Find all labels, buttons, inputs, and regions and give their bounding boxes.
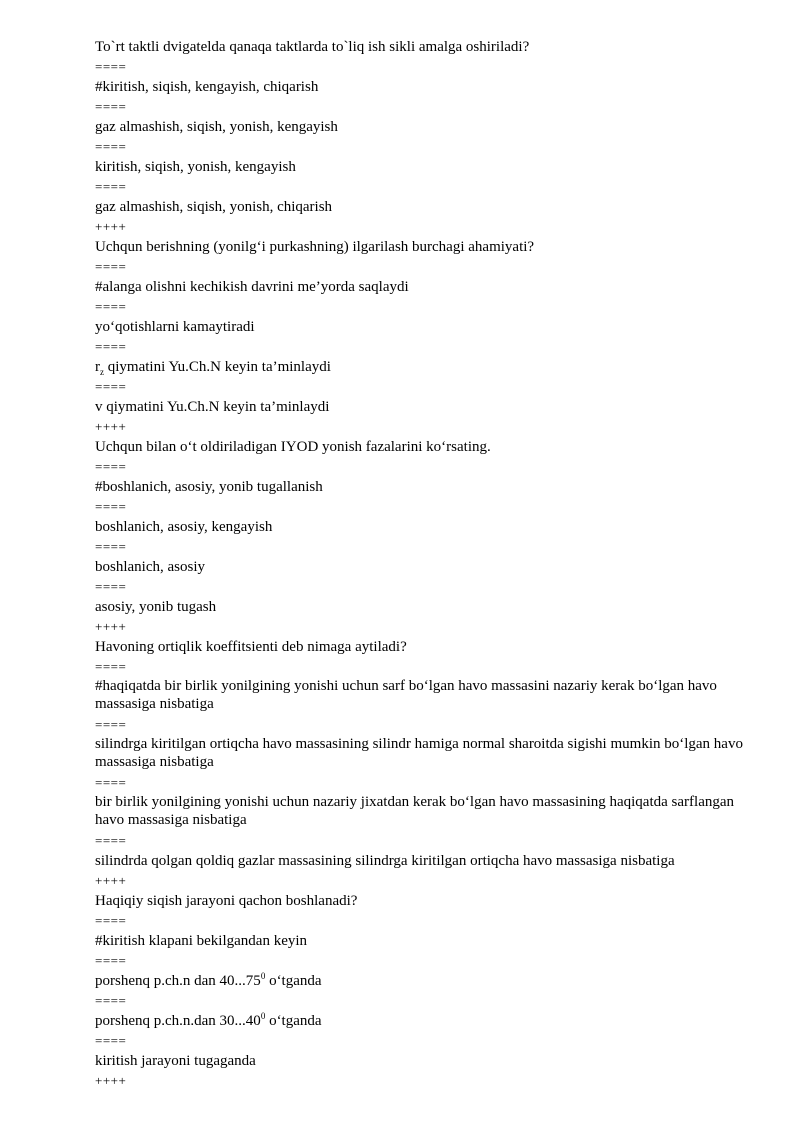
question-text: Uchqun bilan o‘t oldiriladigan IYOD yonish fazalarini ko‘rsating.: [95, 439, 491, 455]
option-text-part: porshenq p.ch.n dan 40...75: [95, 973, 261, 989]
answer-option: [95, 1011, 745, 1031]
option-separator: ====: [95, 913, 127, 928]
option-text-part: qiymatini Yu.Ch.N keyin ta’minlaydi: [104, 359, 331, 375]
answer-option: kiritish, siqish, yonish, kengayish: [95, 159, 296, 175]
answer-option: #kiritish klapani bekilgandan keyin: [95, 933, 308, 949]
answer-option: kiritish jarayoni tugaganda: [95, 1053, 256, 1069]
answer-option: #haqiqatda bir birlik yonilgining yonishi uchun sarf bo‘lgan havo massasini nazariy kerak bo‘lgan havo massasiga nisbatiga: [95, 678, 717, 712]
option-separator: ====: [95, 717, 127, 732]
option-separator: ====: [95, 379, 127, 394]
answer-option: asosiy, yonib tugash: [95, 599, 217, 615]
option-separator: ====: [95, 659, 127, 674]
option-text-part: o‘tganda: [265, 973, 322, 989]
answer-option: silindrda qolgan qoldiq gazlar massasining silindrga kiritilgan ortiqcha havo massasiga nisbatiga: [95, 853, 675, 869]
question-end-separator: ++++: [95, 619, 127, 634]
question-block: [95, 891, 745, 1091]
question-end-separator: ++++: [95, 1073, 127, 1088]
question-block: [95, 37, 745, 237]
option-separator: ====: [95, 459, 127, 474]
question-end-separator: ++++: [95, 219, 127, 234]
test-document: [95, 37, 745, 1091]
option-text-part: o‘tganda: [265, 1013, 322, 1029]
question-block: [95, 637, 745, 891]
option-separator: ====: [95, 499, 127, 514]
answer-option: boshlanich, asosiy, kengayish: [95, 519, 273, 535]
option-separator: ====: [95, 1033, 127, 1048]
option-separator: ====: [95, 539, 127, 554]
question-text: Haqiqiy siqish jarayoni qachon boshlanadi?: [95, 893, 358, 909]
answer-option: gaz almashish, siqish, yonish, kengayish: [95, 119, 338, 135]
answer-option: #kiritish, siqish, kengayish, chiqarish: [95, 79, 319, 95]
option-separator: ====: [95, 299, 127, 314]
answer-option: [95, 971, 745, 991]
option-separator: ====: [95, 993, 127, 1008]
option-separator: ====: [95, 953, 127, 968]
answer-option: [95, 357, 745, 377]
answer-option: yo‘qotishlarni kamaytiradi: [95, 319, 255, 335]
question-text: Havoning ortiqlik koeffitsienti deb nimaga aytiladi?: [95, 639, 407, 655]
question-block: [95, 437, 745, 637]
option-separator: ====: [95, 179, 127, 194]
question-end-separator: ++++: [95, 873, 127, 888]
superscript: 0: [260, 1011, 266, 1021]
answer-option: #boshlanich, asosiy, yonib tugallanish: [95, 479, 323, 495]
option-text-part: porshenq p.ch.n.dan 30...40: [95, 1013, 261, 1029]
option-text-part: r: [95, 359, 100, 375]
question-end-separator: ++++: [95, 419, 127, 434]
answer-option: boshlanich, asosiy: [95, 559, 205, 575]
option-separator: ====: [95, 59, 127, 74]
answer-option: bir birlik yonilgining yonishi uchun nazariy jixatdan kerak bo‘lgan havo massasining haqiqatda sarflangan havo massasiga nisbatiga: [95, 794, 735, 828]
superscript: 0: [260, 971, 266, 981]
option-separator: ====: [95, 833, 127, 848]
option-separator: ====: [95, 775, 127, 790]
option-separator: ====: [95, 139, 127, 154]
subscript: z: [100, 367, 104, 377]
option-separator: ====: [95, 579, 127, 594]
answer-option: gaz almashish, siqish, yonish, chiqarish: [95, 199, 333, 215]
answer-option: v qiymatini Yu.Ch.N keyin ta’minlaydi: [95, 399, 330, 415]
answer-option: #alanga olishni kechikish davrini me’yorda saqlaydi: [95, 279, 409, 295]
option-separator: ====: [95, 339, 127, 354]
answer-option: silindrga kiritilgan ortiqcha havo massasining silindr hamiga normal sharoitda sigishi mumkin bo‘lgan havo massasiga nisbatiga: [95, 736, 743, 770]
question-text: Uchqun berishning (yonilg‘i purkashning) ilgarilash burchagi ahamiyati?: [95, 239, 535, 255]
option-separator: ====: [95, 99, 127, 114]
question-text: To`rt taktli dvigatelda qanaqa taktlarda to`liq ish sikli amalga oshiriladi?: [95, 39, 530, 55]
question-block: [95, 237, 745, 437]
option-separator: ====: [95, 259, 127, 274]
